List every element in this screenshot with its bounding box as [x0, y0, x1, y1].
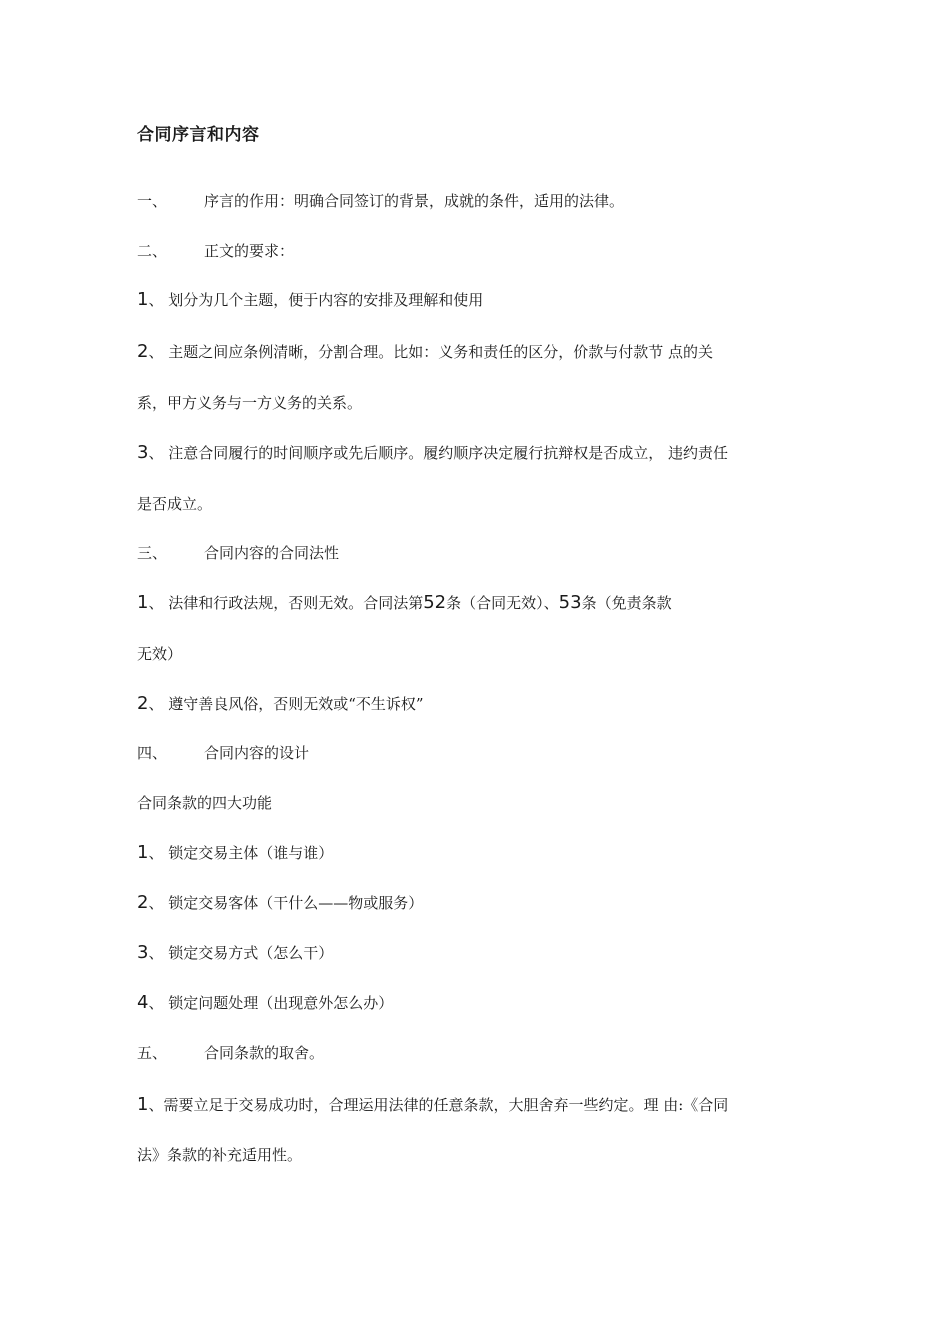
section-4: [137, 743, 309, 763]
section-number: 一、: [137, 192, 168, 210]
list-item: [137, 943, 333, 963]
item-text: 、 划分为几个主题，便于内容的安排及理解和使用: [148, 291, 484, 309]
list-item: [137, 290, 483, 310]
item-number: 3: [137, 442, 149, 463]
list-item: [137, 893, 423, 913]
item-number: 3: [137, 942, 149, 963]
list-item-continuation: 是否成立。: [137, 495, 213, 513]
item-text: 、 法律和行政法规，否则无效。合同法第: [148, 594, 424, 612]
list-item-continuation: 法》条款的补充适用性。: [137, 1146, 303, 1164]
section-5: [137, 1043, 324, 1063]
list-item-continuation: 系，甲方义务与一方义务的关系。: [137, 394, 363, 412]
section-3: [137, 543, 339, 563]
section-1: [137, 191, 624, 211]
section-number: 二、: [137, 242, 168, 260]
list-item-continuation: 无效）: [137, 645, 183, 663]
section-number: 五、: [137, 1044, 168, 1062]
item-text: 、 遵守善良风俗，否则无效或“不生诉权”: [148, 695, 424, 713]
list-item: [137, 694, 424, 714]
section-text: 合同内容的设计: [204, 744, 310, 762]
article-number: 53: [558, 592, 582, 613]
item-text: 条（免责条款: [581, 594, 672, 612]
item-number: 4: [137, 992, 149, 1013]
list-item: [137, 342, 713, 362]
item-number: 1: [137, 1094, 149, 1115]
list-item: [137, 993, 393, 1013]
section-text: 合同条款的取舍。: [204, 1044, 325, 1062]
item-text: 、 锁定交易客体（干什么——物或服务）: [148, 894, 424, 912]
list-item: [137, 1095, 728, 1115]
item-text: 、 锁定问题处理（出现意外怎么办）: [148, 994, 394, 1012]
section-number: 三、: [137, 544, 168, 562]
item-text: 、需要立足于交易成功时，合理运用法律的任意条款，大胆舍弃一些约定。理 由:《合同: [148, 1096, 729, 1114]
section-text: 合同内容的合同法性: [204, 544, 340, 562]
item-number: 1: [137, 842, 149, 863]
list-item: [137, 443, 728, 463]
document-title: 合同序言和内容: [137, 125, 260, 145]
item-text: 、 锁定交易方式（怎么干）: [148, 944, 334, 962]
item-number: 1: [137, 592, 149, 613]
list-item: [137, 593, 672, 613]
item-text: 、 主题之间应条例清晰，分割合理。比如：义务和责任的区分，价款与付款节 点的关: [148, 343, 713, 361]
section-text: 序言的作用：明确合同签订的背景，成就的条件，适用的法律。: [204, 192, 625, 210]
item-text: 、 锁定交易主体（谁与谁）: [148, 844, 334, 862]
item-number: 2: [137, 693, 149, 714]
item-number: 2: [137, 892, 149, 913]
section-2: [137, 241, 294, 261]
item-text: 条（合同无效）、: [446, 594, 559, 612]
item-number: 2: [137, 341, 149, 362]
section-number: 四、: [137, 744, 168, 762]
section-text: 正文的要求：: [204, 242, 295, 260]
item-number: 1: [137, 289, 149, 310]
subheading: 合同条款的四大功能: [137, 794, 273, 812]
item-text: 、 注意合同履行的时间顺序或先后顺序。履约顺序决定履行抗辩权是否成立， 违约责任: [148, 444, 728, 462]
article-number: 52: [423, 592, 447, 613]
list-item: [137, 843, 333, 863]
